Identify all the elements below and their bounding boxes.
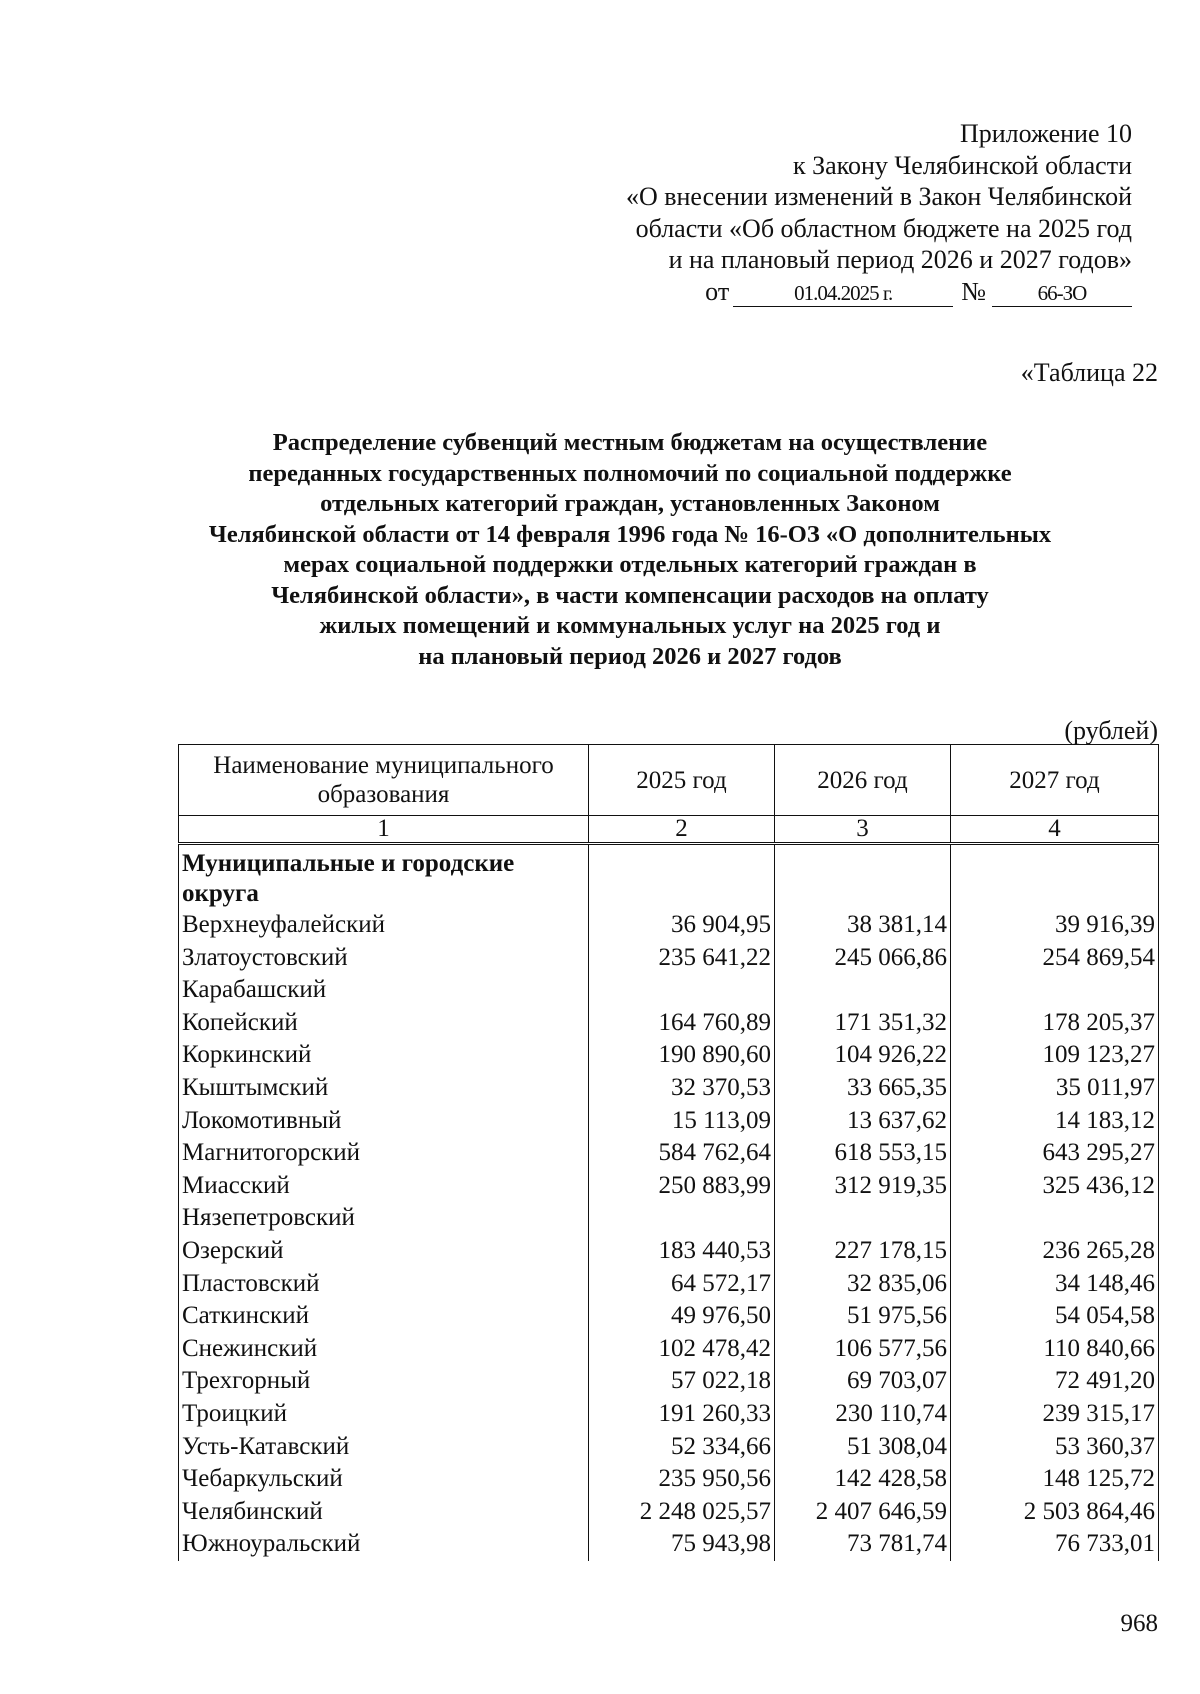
group-label: Муниципальные и городские округа xyxy=(179,844,589,910)
value-2026-cell: 618 553,15 xyxy=(775,1137,951,1170)
value-2026-cell: 69 703,07 xyxy=(775,1365,951,1398)
table-row xyxy=(179,1202,1159,1235)
municipality-name-cell: Челябинский xyxy=(179,1496,589,1529)
value-2025-cell: 2 248 025,57 xyxy=(589,1496,775,1529)
municipality-name-cell: Саткинский xyxy=(179,1300,589,1333)
date-prefix: от xyxy=(705,276,730,306)
document-title xyxy=(150,428,1110,672)
title-line-8: на плановый период 2026 и 2027 годов xyxy=(418,642,842,670)
value-2026-cell: 142 428,58 xyxy=(775,1463,951,1496)
table-row xyxy=(179,1333,1159,1366)
table-row xyxy=(179,1007,1159,1040)
page-number: 968 xyxy=(1120,1610,1158,1637)
value-2026-cell: 51 308,04 xyxy=(775,1431,951,1464)
table-row xyxy=(179,974,1159,1007)
municipality-name-cell: Карабашский xyxy=(179,974,589,1007)
empty-cell xyxy=(589,844,775,910)
municipality-name-cell: Копейский xyxy=(179,1007,589,1040)
empty-cell xyxy=(775,844,951,910)
value-2025-cell: 102 478,42 xyxy=(589,1333,775,1366)
value-2027-cell: 109 123,27 xyxy=(951,1039,1159,1072)
subvention-table xyxy=(178,744,1159,1561)
value-2026-cell xyxy=(775,1202,951,1235)
table-row xyxy=(179,1105,1159,1138)
value-2027-cell: 110 840,66 xyxy=(951,1333,1159,1366)
municipality-name-cell: Верхнеуфалейский xyxy=(179,909,589,942)
table-caption: «Таблица 22 xyxy=(1020,358,1158,387)
value-2026-cell: 227 178,15 xyxy=(775,1235,951,1268)
value-2027-cell: 14 183,12 xyxy=(951,1105,1159,1138)
table-row xyxy=(179,909,1159,942)
title-line-7: жилых помещений и коммунальных услуг на 2025 год и xyxy=(319,612,941,639)
municipality-name-cell: Троицкий xyxy=(179,1398,589,1431)
value-2025-cell: 49 976,50 xyxy=(589,1300,775,1333)
column-number-1: 1 xyxy=(179,816,589,844)
table-row xyxy=(179,1463,1159,1496)
value-2026-cell: 73 781,74 xyxy=(775,1528,951,1561)
value-2025-cell: 52 334,66 xyxy=(589,1431,775,1464)
table-row xyxy=(179,1170,1159,1203)
municipality-name-cell: Трехгорный xyxy=(179,1365,589,1398)
value-2025-cell: 250 883,99 xyxy=(589,1170,775,1203)
municipality-name-cell: Чебаркульский xyxy=(179,1463,589,1496)
units-label: (рублей) xyxy=(1064,716,1158,745)
municipality-name-cell: Коркинский xyxy=(179,1039,589,1072)
table-row xyxy=(179,1365,1159,1398)
annex-date-line xyxy=(626,276,1132,308)
table-row xyxy=(179,1235,1159,1268)
table-row xyxy=(179,1431,1159,1464)
table-row xyxy=(179,1039,1159,1072)
municipality-name-cell: Златоустовский xyxy=(179,942,589,975)
municipality-name-cell: Локомотивный xyxy=(179,1105,589,1138)
title-line-2: переданных государственных полномочий по социальной поддержке xyxy=(248,459,1012,487)
municipality-name-cell: Озерский xyxy=(179,1235,589,1268)
table-header-row xyxy=(179,745,1159,816)
value-2026-cell: 2 407 646,59 xyxy=(775,1496,951,1529)
column-number-3: 3 xyxy=(775,816,951,844)
annex-line-2: к Закону Челябинской области xyxy=(792,150,1132,180)
column-number-2: 2 xyxy=(589,816,775,844)
header-2027: 2027 год xyxy=(951,745,1159,816)
law-number: 66-ЗО xyxy=(992,280,1132,307)
value-2027-cell: 239 315,17 xyxy=(951,1398,1159,1431)
title-line-3: отдельных категорий граждан, установленных Законом xyxy=(320,490,940,517)
title-line-5: мерах социальной поддержки отдельных категорий граждан в xyxy=(283,551,977,578)
value-2025-cell: 75 943,98 xyxy=(589,1528,775,1561)
value-2026-cell: 245 066,86 xyxy=(775,942,951,975)
table-row xyxy=(179,1496,1159,1529)
value-2025-cell: 191 260,33 xyxy=(589,1398,775,1431)
value-2027-cell: 76 733,01 xyxy=(951,1528,1159,1561)
municipality-name-cell: Магнитогорский xyxy=(179,1137,589,1170)
number-prefix: № xyxy=(961,276,986,306)
value-2025-cell: 32 370,53 xyxy=(589,1072,775,1105)
annex-line-5: и на плановый период 2026 и 2027 годов» xyxy=(668,245,1132,274)
value-2027-cell xyxy=(951,974,1159,1007)
title-line-1: Распределение субвенций местным бюджетам на осуществление xyxy=(272,429,988,456)
value-2027-cell: 2 503 864,46 xyxy=(951,1496,1159,1529)
value-2025-cell: 584 762,64 xyxy=(589,1137,775,1170)
value-2026-cell: 106 577,56 xyxy=(775,1333,951,1366)
value-2025-cell: 235 641,22 xyxy=(589,942,775,975)
value-2027-cell: 236 265,28 xyxy=(951,1235,1159,1268)
value-2027-cell: 643 295,27 xyxy=(951,1137,1159,1170)
value-2027-cell: 325 436,12 xyxy=(951,1170,1159,1203)
table-row xyxy=(179,1268,1159,1301)
municipality-name-cell: Миасский xyxy=(179,1170,589,1203)
value-2027-cell: 72 491,20 xyxy=(951,1365,1159,1398)
header-municipality: Наименование муниципального образования xyxy=(179,745,589,816)
table-row xyxy=(179,1137,1159,1170)
value-2027-cell: 148 125,72 xyxy=(951,1463,1159,1496)
table-row xyxy=(179,1398,1159,1431)
value-2026-cell: 38 381,14 xyxy=(775,909,951,942)
annex-line-4: области «Об областном бюджете на 2025 год xyxy=(635,213,1132,243)
value-2027-cell: 53 360,37 xyxy=(951,1431,1159,1464)
value-2026-cell: 230 110,74 xyxy=(775,1398,951,1431)
value-2027-cell: 178 205,37 xyxy=(951,1007,1159,1040)
value-2027-cell: 254 869,54 xyxy=(951,942,1159,975)
value-2026-cell: 51 975,56 xyxy=(775,1300,951,1333)
title-line-4: Челябинской области от 14 февраля 1996 года № 16-ОЗ «О дополнительных xyxy=(208,520,1052,548)
municipality-name-cell: Усть-Катавский xyxy=(179,1431,589,1464)
empty-cell xyxy=(951,844,1159,910)
value-2027-cell: 34 148,46 xyxy=(951,1268,1159,1301)
header-2026: 2026 год xyxy=(775,745,951,816)
municipality-name-cell: Пластовский xyxy=(179,1268,589,1301)
column-number-4: 4 xyxy=(951,816,1159,844)
value-2025-cell: 15 113,09 xyxy=(589,1105,775,1138)
value-2026-cell: 104 926,22 xyxy=(775,1039,951,1072)
municipality-name-cell: Кыштымский xyxy=(179,1072,589,1105)
value-2025-cell: 183 440,53 xyxy=(589,1235,775,1268)
table-row xyxy=(179,942,1159,975)
municipality-name-cell: Нязепетровский xyxy=(179,1202,589,1235)
table-row xyxy=(179,1072,1159,1105)
header-2025: 2025 год xyxy=(589,745,775,816)
value-2026-cell: 33 665,35 xyxy=(775,1072,951,1105)
value-2025-cell: 190 890,60 xyxy=(589,1039,775,1072)
value-2025-cell: 164 760,89 xyxy=(589,1007,775,1040)
value-2025-cell xyxy=(589,1202,775,1235)
value-2025-cell: 235 950,56 xyxy=(589,1463,775,1496)
municipality-name-cell: Южноуральский xyxy=(179,1528,589,1561)
municipality-name-cell: Снежинский xyxy=(179,1333,589,1366)
value-2027-cell xyxy=(951,1202,1159,1235)
table-row xyxy=(179,1528,1159,1561)
law-date: 01.04.2025 г. xyxy=(733,280,953,307)
value-2027-cell: 35 011,97 xyxy=(951,1072,1159,1105)
value-2026-cell xyxy=(775,974,951,1007)
value-2025-cell: 57 022,18 xyxy=(589,1365,775,1398)
value-2027-cell: 39 916,39 xyxy=(951,909,1159,942)
group-row xyxy=(179,844,1159,910)
value-2026-cell: 312 919,35 xyxy=(775,1170,951,1203)
value-2025-cell: 64 572,17 xyxy=(589,1268,775,1301)
value-2025-cell: 36 904,95 xyxy=(589,909,775,942)
value-2026-cell: 32 835,06 xyxy=(775,1268,951,1301)
column-number-row xyxy=(179,816,1159,844)
table-row xyxy=(179,1300,1159,1333)
title-line-6: Челябинской области», в части компенсации расходов на оплату xyxy=(271,581,989,609)
value-2026-cell: 171 351,32 xyxy=(775,1007,951,1040)
value-2027-cell: 54 054,58 xyxy=(951,1300,1159,1333)
value-2025-cell xyxy=(589,974,775,1007)
value-2026-cell: 13 637,62 xyxy=(775,1105,951,1138)
annex-line-3: «О внесении изменений в Закон Челябинской xyxy=(625,182,1132,211)
annex-header xyxy=(626,118,1132,307)
annex-line-1: Приложение 10 xyxy=(959,119,1132,148)
